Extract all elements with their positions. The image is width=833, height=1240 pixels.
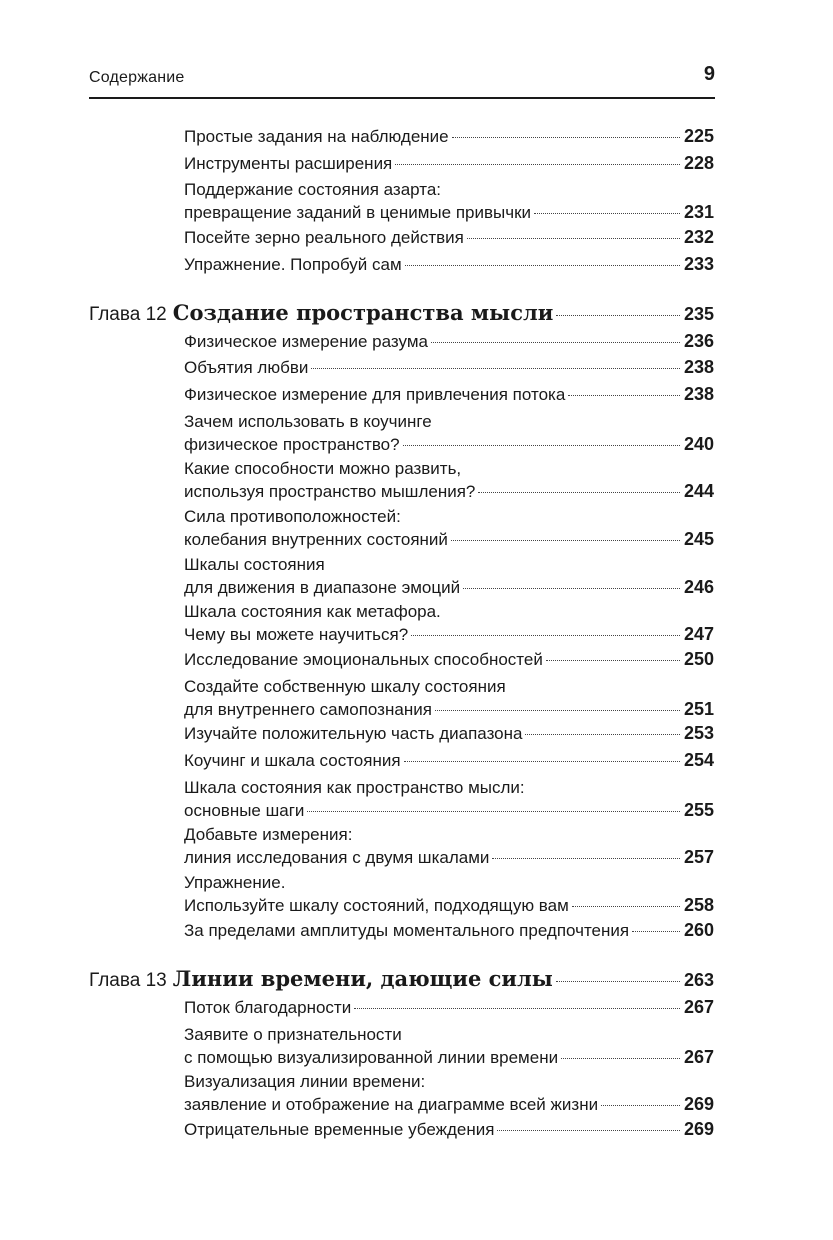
toc-entry-page: 238 bbox=[683, 384, 714, 404]
chapter-heading[interactable] bbox=[89, 300, 714, 326]
running-header bbox=[89, 63, 715, 97]
toc-entry[interactable] bbox=[184, 722, 714, 745]
toc-entry[interactable] bbox=[184, 457, 714, 503]
dot-leader bbox=[354, 1008, 680, 1009]
toc-entry[interactable] bbox=[184, 1070, 714, 1116]
toc-entry[interactable] bbox=[184, 823, 714, 869]
toc-entry[interactable] bbox=[184, 125, 714, 148]
dot-leader bbox=[435, 710, 680, 711]
toc-entry-page: 238 bbox=[683, 357, 714, 377]
chapter-page: 235 bbox=[683, 304, 714, 324]
toc-entry-title: Объятия любви bbox=[184, 358, 309, 377]
chapter-title: Создание пространства мысли bbox=[172, 300, 554, 325]
toc-entry-title: для внутреннего самопознания bbox=[184, 700, 432, 719]
toc-entry[interactable] bbox=[184, 675, 714, 721]
dot-leader bbox=[395, 164, 680, 165]
toc-entry-title-line1: Создайте собственную шкалу состояния bbox=[184, 677, 506, 696]
toc-entry-page: 250 bbox=[683, 649, 714, 669]
toc-entry-title-line1: Сила противоположностей: bbox=[184, 507, 401, 526]
chapter-label: Глава 13 bbox=[89, 970, 167, 991]
toc-entry[interactable] bbox=[184, 1023, 714, 1069]
page-number: 9 bbox=[703, 63, 715, 85]
toc-entry-title: Коучинг и шкала состояния bbox=[184, 751, 401, 770]
toc-entry[interactable] bbox=[184, 776, 714, 822]
toc-entry-title-line1: Упражнение. bbox=[184, 873, 286, 892]
toc-entry[interactable] bbox=[184, 226, 714, 249]
toc-entry-title-line1: Шкалы состояния bbox=[184, 555, 325, 574]
toc-entry-title: Простые задания на наблюдение bbox=[184, 127, 449, 146]
toc-entry-title: За пределами амплитуды моментального предпочтения bbox=[184, 921, 630, 940]
toc-entry-title: основные шаги bbox=[184, 801, 305, 820]
running-header-title: Содержание bbox=[89, 69, 185, 86]
toc-entry-title: Посейте зерно реального действия bbox=[184, 228, 464, 247]
dot-leader bbox=[568, 395, 680, 396]
toc-entry-page: 260 bbox=[683, 920, 714, 940]
toc-entry[interactable] bbox=[184, 553, 714, 599]
dot-leader bbox=[411, 635, 680, 636]
dot-leader bbox=[561, 1058, 680, 1059]
toc-entry[interactable] bbox=[184, 996, 714, 1019]
toc-entry-page: 247 bbox=[683, 624, 714, 644]
toc-entry-title-line1: Шкала состояния как метафора. bbox=[184, 602, 441, 621]
toc-entry-title-line1: Шкала состояния как пространство мысли: bbox=[184, 778, 525, 797]
toc-entry-page: 257 bbox=[683, 847, 714, 867]
toc-entry[interactable] bbox=[184, 330, 714, 353]
toc-entry-title-line1: Добавьте измерения: bbox=[184, 825, 353, 844]
dot-leader bbox=[497, 1130, 680, 1131]
toc-entry-page: 253 bbox=[683, 723, 714, 743]
chapter-title: Линии времени, дающие силы bbox=[172, 966, 553, 991]
dot-leader bbox=[451, 540, 680, 541]
dot-leader bbox=[467, 238, 680, 239]
toc-entry[interactable] bbox=[184, 600, 714, 646]
dot-leader bbox=[546, 660, 680, 661]
toc-entry[interactable] bbox=[184, 383, 714, 406]
dot-leader bbox=[403, 445, 680, 446]
dot-leader bbox=[534, 213, 680, 214]
toc-entry-title: линия исследования с двумя шкалами bbox=[184, 848, 490, 867]
toc-entry-page: 258 bbox=[683, 895, 714, 915]
dot-leader bbox=[311, 368, 680, 369]
toc-entry[interactable] bbox=[184, 356, 714, 379]
dot-leader bbox=[601, 1105, 680, 1106]
toc-entry-page: 267 bbox=[683, 1047, 714, 1067]
toc-entry-title-line1: Какие способности можно развить, bbox=[184, 459, 462, 478]
toc-entry-page: 244 bbox=[683, 481, 714, 501]
dot-leader bbox=[463, 588, 680, 589]
toc-entry-page: 254 bbox=[683, 750, 714, 770]
chapter-page: 263 bbox=[683, 970, 714, 990]
toc-entry-page: 269 bbox=[683, 1094, 714, 1114]
toc-entry[interactable] bbox=[184, 1118, 714, 1141]
toc-entry-page: 269 bbox=[683, 1119, 714, 1139]
toc-entry-page: 228 bbox=[683, 153, 714, 173]
toc-entry-title-line1: Зачем использовать в коучинге bbox=[184, 412, 432, 431]
toc-entry[interactable] bbox=[184, 410, 714, 456]
toc-entry-title: физическое пространство? bbox=[184, 435, 400, 454]
toc-entry-page: 267 bbox=[683, 997, 714, 1017]
toc-entry-page: 246 bbox=[683, 577, 714, 597]
toc-entry-title: Отрицательные временные убеждения bbox=[184, 1120, 495, 1139]
toc-entry-title: для движения в диапазоне эмоций bbox=[184, 578, 461, 597]
toc-entry-page: 231 bbox=[683, 202, 714, 222]
header-divider bbox=[89, 97, 715, 99]
toc-entry-title: Исследование эмоциональных способностей bbox=[184, 650, 543, 669]
toc-entry-page: 232 bbox=[683, 227, 714, 247]
toc-entry[interactable] bbox=[184, 178, 714, 224]
toc-entry[interactable] bbox=[184, 505, 714, 551]
dot-leader bbox=[478, 492, 680, 493]
toc-entry[interactable] bbox=[184, 253, 714, 276]
toc-entry-title: превращение заданий в ценимые привычки bbox=[184, 203, 532, 222]
dot-leader bbox=[431, 342, 680, 343]
toc-entry-title: колебания внутренних состояний bbox=[184, 530, 448, 549]
toc-entry-title: Изучайте положительную часть диапазона bbox=[184, 724, 523, 743]
toc-entry[interactable] bbox=[184, 152, 714, 175]
toc-entry[interactable] bbox=[184, 648, 714, 671]
toc-entry[interactable] bbox=[184, 871, 714, 917]
dot-leader bbox=[572, 906, 680, 907]
dot-leader bbox=[404, 761, 680, 762]
toc-entry-title: используя пространство мышления? bbox=[184, 482, 476, 501]
toc-entry-title-line1: Визуализация линии времени: bbox=[184, 1072, 426, 1091]
toc-entry-title: Используйте шкалу состояний, подходящую вам bbox=[184, 896, 569, 915]
dot-leader bbox=[525, 734, 679, 735]
toc-entry-page: 240 bbox=[683, 434, 714, 454]
toc-entry-title: Физическое измерение для привлечения потока bbox=[184, 385, 566, 404]
chapter-label: Глава 12 bbox=[89, 304, 167, 325]
toc-entry-title: заявление и отображение на диаграмме всей жизни bbox=[184, 1095, 599, 1114]
dot-leader bbox=[556, 315, 680, 316]
toc-entry-title-line1: Поддержание состояния азарта: bbox=[184, 180, 442, 199]
dot-leader bbox=[632, 931, 680, 932]
toc-entry-title-line1: Заявите о признательности bbox=[184, 1025, 402, 1044]
toc-entry[interactable] bbox=[184, 919, 714, 942]
toc-entry-title: Поток благодарности bbox=[184, 998, 352, 1017]
toc-entry-title: Инструменты расширения bbox=[184, 154, 393, 173]
toc-entry-page: 245 bbox=[683, 529, 714, 549]
dot-leader bbox=[405, 265, 680, 266]
toc-entry[interactable] bbox=[184, 749, 714, 772]
chapter-heading[interactable] bbox=[89, 966, 714, 992]
toc-entry-page: 236 bbox=[683, 331, 714, 351]
toc-entry-title: Чему вы можете научиться? bbox=[184, 625, 409, 644]
toc-entry-page: 251 bbox=[683, 699, 714, 719]
toc-entry-page: 233 bbox=[683, 254, 714, 274]
toc-entry-title: с помощью визуализированной линии времени bbox=[184, 1048, 559, 1067]
dot-leader bbox=[492, 858, 680, 859]
dot-leader bbox=[307, 811, 680, 812]
toc-entry-title: Физическое измерение разума bbox=[184, 332, 428, 351]
toc-entry-page: 255 bbox=[683, 800, 714, 820]
toc-entry-title: Упражнение. Попробуй сам bbox=[184, 255, 402, 274]
dot-leader bbox=[452, 137, 680, 138]
toc-entry-page: 225 bbox=[683, 126, 714, 146]
dot-leader bbox=[556, 981, 680, 982]
